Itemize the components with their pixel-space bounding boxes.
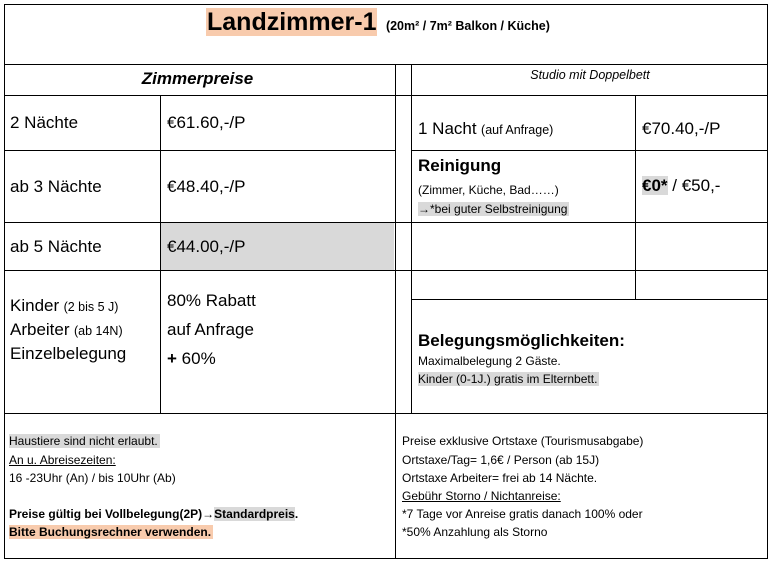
page-subtitle: (20m² / 7m² Balkon / Küche) <box>385 19 550 33</box>
line-gap-left <box>395 64 396 414</box>
title-row <box>206 8 550 37</box>
zeiten-value: 16 -23Uhr (An) / bis 10Uhr (Ab) <box>9 471 176 485</box>
line-header-bottom <box>4 95 768 96</box>
reinigung-price-rest: / €50,- <box>667 176 721 195</box>
line-footer-top <box>4 413 768 414</box>
nacht-note: (auf Anfrage) <box>481 123 554 137</box>
reinigung-price <box>642 176 720 196</box>
rabatt-value: 80% Rabatt <box>167 291 256 310</box>
reinigung-title: Reinigung <box>418 156 502 175</box>
ortstaxe-line2: Ortstaxe/Tag= 1,6€ / Person (ab 15J) <box>402 453 600 467</box>
haustiere-note: Haustiere sind nicht erlaubt. <box>9 434 158 448</box>
reinigung-price-free: €0* <box>642 176 668 195</box>
row-label-5n: ab 5 Nächte <box>10 237 102 256</box>
border-top <box>4 4 768 5</box>
nacht-price: €70.40,-/P <box>642 119 721 138</box>
nacht-row <box>418 119 553 139</box>
preise-dot: . <box>294 507 299 521</box>
line-left-col <box>160 95 161 414</box>
line-left-row1 <box>4 150 395 151</box>
row-price-2n: €61.60,-/P <box>167 113 246 132</box>
row-label-3n: ab 3 Nächte <box>10 177 102 196</box>
line-row2 <box>4 222 768 223</box>
arrow-icon: → <box>202 507 215 521</box>
arbeiter-note: (ab 14N) <box>73 324 123 338</box>
arrow-icon: → <box>418 202 430 216</box>
anfrage-value: auf Anfrage <box>167 320 254 339</box>
ortstaxe-line1: Preise exklusive Ortstaxe (Tourismusabgabe) <box>402 434 644 448</box>
nacht-label: 1 Nacht <box>418 119 477 138</box>
standardpreis: Standardpreis <box>214 507 295 521</box>
line-right-col <box>635 95 636 300</box>
kinder-label: Kinder <box>10 296 60 315</box>
line-title-bottom <box>4 64 768 65</box>
reinigung-note-text: *bei guter Selbstreinigung <box>430 202 568 216</box>
plus-value: 60% <box>176 349 216 368</box>
storno-title: Gebühr Storno / Nichtanreise: <box>402 489 561 503</box>
line-footer-mid <box>395 413 396 559</box>
rechner-note: Bitte Buchungsrechner verwenden. <box>9 525 212 539</box>
right-header: Studio mit Doppelbett <box>530 68 650 82</box>
row-price-3n: €48.40,-/P <box>167 177 246 196</box>
preise-text: Preise gültig bei Vollbelegung(2P) <box>9 507 203 521</box>
row-label-2n: 2 Nächte <box>10 113 79 132</box>
kinder-note: (2 bis 5 J) <box>63 300 119 314</box>
storno-line2: *50% Anzahlung als Storno <box>402 525 548 539</box>
arbeiter-row <box>10 320 123 340</box>
plus-row <box>167 349 216 369</box>
line-row3 <box>4 270 768 271</box>
line-right-row1 <box>411 150 768 151</box>
belegung-title: Belegungsmöglichkeiten: <box>418 331 625 350</box>
einzel-label: Einzelbelegung <box>10 344 127 363</box>
reinigung-desc: (Zimmer, Küche, Bad……) <box>418 183 559 197</box>
preise-line <box>9 507 298 521</box>
storno-line1: *7 Tage vor Anreise gratis danach 100% oder <box>402 507 643 521</box>
ortstaxe-line3: Ortstaxe Arbeiter= frei ab 14 Nächte. <box>402 471 598 485</box>
arbeiter-label: Arbeiter <box>10 320 70 339</box>
belegung-line1: Maximalbelegung 2 Gäste. <box>418 354 561 368</box>
border-bottom <box>4 558 768 559</box>
plus-sign: + <box>167 349 177 368</box>
zeiten-title: An u. Abreisezeiten: <box>9 453 116 467</box>
belegung-line2: Kinder (0-1J.) gratis im Elternbett. <box>418 372 598 386</box>
reinigung-note <box>418 202 569 216</box>
left-header: Zimmerpreise <box>141 69 254 88</box>
line-right-row4 <box>411 299 768 300</box>
line-gap-right <box>411 64 412 414</box>
kinder-row <box>10 296 118 316</box>
row-price-5n: €44.00,-/P <box>167 237 246 256</box>
page-title: Landzimmer-1 <box>207 8 377 36</box>
